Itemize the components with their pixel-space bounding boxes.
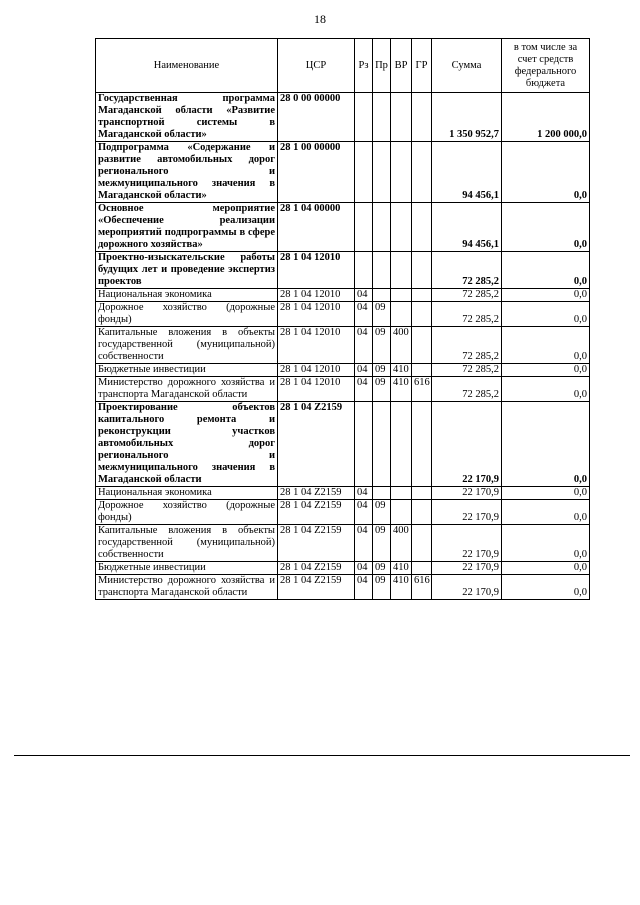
- cell-rz: [355, 93, 373, 142]
- cell-rz: 04: [355, 302, 373, 327]
- cell-csr: 28 1 04 Z2159: [278, 525, 355, 562]
- table-header-row: [96, 39, 590, 93]
- bottom-divider: [14, 755, 630, 756]
- cell-sum: 22 170,9: [432, 500, 502, 525]
- table-row: [96, 252, 590, 289]
- cell-csr: 28 1 04 12010: [278, 302, 355, 327]
- cell-gr: [412, 252, 432, 289]
- cell-gr: [412, 302, 432, 327]
- cell-vr: [391, 252, 412, 289]
- table-row: [96, 575, 590, 600]
- cell-rz: 04: [355, 562, 373, 575]
- header-rz: Рз: [355, 39, 373, 93]
- cell-csr: 28 1 00 00000: [278, 142, 355, 203]
- cell-pr: 09: [373, 364, 391, 377]
- cell-vr: [391, 500, 412, 525]
- cell-federal: 0,0: [502, 327, 590, 364]
- cell-gr: [412, 500, 432, 525]
- cell-sum: 22 170,9: [432, 487, 502, 500]
- cell-gr: [412, 289, 432, 302]
- cell-csr: 28 1 04 12010: [278, 289, 355, 302]
- header-federal: в том числе за счет средств федерального бюджета: [502, 39, 590, 93]
- cell-federal: 0,0: [502, 575, 590, 600]
- cell-name: Дорожное хозяйство (дорожные фонды): [96, 500, 278, 525]
- cell-rz: 04: [355, 327, 373, 364]
- cell-csr: 28 1 04 00000: [278, 203, 355, 252]
- table-row: [96, 562, 590, 575]
- cell-sum: 72 285,2: [432, 364, 502, 377]
- header-pr: Пр: [373, 39, 391, 93]
- table-body: [96, 93, 590, 600]
- cell-pr: [373, 93, 391, 142]
- page-number: 18: [314, 12, 326, 26]
- cell-pr: [373, 142, 391, 203]
- cell-pr: [373, 252, 391, 289]
- table-row: [96, 402, 590, 487]
- cell-pr: 09: [373, 562, 391, 575]
- cell-vr: 410: [391, 575, 412, 600]
- cell-federal: 0,0: [502, 302, 590, 327]
- cell-name: Подпрограмма «Содержание и развитие автомобильных дорог регионального и межмуниципального значения в Магаданской области»: [96, 142, 278, 203]
- cell-csr: 28 1 04 Z2159: [278, 402, 355, 487]
- cell-rz: 04: [355, 500, 373, 525]
- cell-vr: 400: [391, 327, 412, 364]
- cell-rz: [355, 252, 373, 289]
- cell-name: Проектирование объектов капитального ремонта и реконструкции участков автомобильных дорог регионального и межмуниципального значения в Магаданской области: [96, 402, 278, 487]
- cell-name: Капитальные вложения в объекты государственной (муниципальной) собственности: [96, 327, 278, 364]
- header-name: Наименование: [96, 39, 278, 93]
- cell-sum: 72 285,2: [432, 327, 502, 364]
- table-row: [96, 487, 590, 500]
- cell-rz: 04: [355, 487, 373, 500]
- cell-csr: 28 1 04 12010: [278, 377, 355, 402]
- cell-name: Дорожное хозяйство (дорожные фонды): [96, 302, 278, 327]
- cell-rz: 04: [355, 377, 373, 402]
- cell-sum: 72 285,2: [432, 252, 502, 289]
- cell-federal: 0,0: [502, 500, 590, 525]
- table-row: [96, 525, 590, 562]
- cell-vr: [391, 203, 412, 252]
- cell-pr: [373, 402, 391, 487]
- cell-pr: 09: [373, 525, 391, 562]
- cell-federal: 0,0: [502, 377, 590, 402]
- table-row: [96, 364, 590, 377]
- cell-csr: 28 1 04 12010: [278, 252, 355, 289]
- cell-federal: 0,0: [502, 562, 590, 575]
- cell-federal: 0,0: [502, 289, 590, 302]
- cell-pr: [373, 487, 391, 500]
- cell-name: Капитальные вложения в объекты государственной (муниципальной) собственности: [96, 525, 278, 562]
- cell-sum: 72 285,2: [432, 377, 502, 402]
- cell-pr: 09: [373, 575, 391, 600]
- cell-name: Национальная экономика: [96, 289, 278, 302]
- cell-gr: 616: [412, 575, 432, 600]
- cell-csr: 28 1 04 12010: [278, 364, 355, 377]
- cell-vr: [391, 302, 412, 327]
- cell-pr: [373, 203, 391, 252]
- cell-vr: 410: [391, 562, 412, 575]
- cell-rz: [355, 142, 373, 203]
- budget-table: [95, 38, 590, 600]
- cell-federal: 0,0: [502, 364, 590, 377]
- cell-gr: [412, 203, 432, 252]
- cell-csr: 28 1 04 Z2159: [278, 575, 355, 600]
- cell-rz: 04: [355, 364, 373, 377]
- cell-vr: [391, 142, 412, 203]
- cell-name: Национальная экономика: [96, 487, 278, 500]
- cell-vr: 410: [391, 377, 412, 402]
- cell-pr: 09: [373, 500, 391, 525]
- cell-name: Министерство дорожного хозяйства и транспорта Магаданской области: [96, 377, 278, 402]
- header-sum: Сумма: [432, 39, 502, 93]
- cell-csr: 28 1 04 Z2159: [278, 487, 355, 500]
- table-row: [96, 203, 590, 252]
- cell-rz: 04: [355, 525, 373, 562]
- cell-pr: 09: [373, 302, 391, 327]
- cell-sum: 94 456,1: [432, 142, 502, 203]
- cell-sum: 72 285,2: [432, 302, 502, 327]
- cell-federal: 0,0: [502, 525, 590, 562]
- cell-sum: 22 170,9: [432, 575, 502, 600]
- cell-sum: 94 456,1: [432, 203, 502, 252]
- cell-csr: 28 1 04 Z2159: [278, 500, 355, 525]
- table-row: [96, 93, 590, 142]
- cell-gr: [412, 364, 432, 377]
- cell-name: Бюджетные инвестиции: [96, 364, 278, 377]
- cell-name: Министерство дорожного хозяйства и транспорта Магаданской области: [96, 575, 278, 600]
- table-row: [96, 500, 590, 525]
- cell-name: Бюджетные инвестиции: [96, 562, 278, 575]
- cell-csr: 28 1 04 Z2159: [278, 562, 355, 575]
- cell-vr: 410: [391, 364, 412, 377]
- header-gr: ГР: [412, 39, 432, 93]
- cell-vr: [391, 289, 412, 302]
- cell-gr: [412, 327, 432, 364]
- cell-name: Проектно-изыскательские работы будущих лет и проведение экспертиз проектов: [96, 252, 278, 289]
- cell-vr: [391, 402, 412, 487]
- cell-federal: 1 200 000,0: [502, 93, 590, 142]
- cell-gr: [412, 525, 432, 562]
- cell-vr: [391, 487, 412, 500]
- cell-csr: 28 1 04 12010: [278, 327, 355, 364]
- cell-csr: 28 0 00 00000: [278, 93, 355, 142]
- cell-gr: [412, 142, 432, 203]
- cell-federal: 0,0: [502, 252, 590, 289]
- cell-sum: 72 285,2: [432, 289, 502, 302]
- cell-federal: 0,0: [502, 203, 590, 252]
- cell-sum: 1 350 952,7: [432, 93, 502, 142]
- header-csr: ЦСР: [278, 39, 355, 93]
- cell-name: Государственная программа Магаданской области «Развитие транспортной системы в Магаданской области»: [96, 93, 278, 142]
- cell-gr: [412, 562, 432, 575]
- cell-gr: [412, 402, 432, 487]
- table-row: [96, 302, 590, 327]
- cell-gr: [412, 93, 432, 142]
- table-row: [96, 327, 590, 364]
- table-row: [96, 377, 590, 402]
- cell-pr: 09: [373, 327, 391, 364]
- cell-federal: 0,0: [502, 142, 590, 203]
- cell-gr: [412, 487, 432, 500]
- cell-pr: [373, 289, 391, 302]
- cell-rz: [355, 402, 373, 487]
- cell-sum: 22 170,9: [432, 525, 502, 562]
- cell-federal: 0,0: [502, 487, 590, 500]
- cell-vr: [391, 93, 412, 142]
- cell-rz: 04: [355, 289, 373, 302]
- cell-sum: 22 170,9: [432, 402, 502, 487]
- cell-federal: 0,0: [502, 402, 590, 487]
- cell-sum: 22 170,9: [432, 562, 502, 575]
- table-row: [96, 289, 590, 302]
- cell-rz: [355, 203, 373, 252]
- header-vr: ВР: [391, 39, 412, 93]
- cell-pr: 09: [373, 377, 391, 402]
- cell-gr: 616: [412, 377, 432, 402]
- cell-rz: 04: [355, 575, 373, 600]
- cell-name: Основное мероприятие «Обеспечение реализации мероприятий подпрограммы в сфере дорожного хозяйства»: [96, 203, 278, 252]
- cell-vr: 400: [391, 525, 412, 562]
- table-row: [96, 142, 590, 203]
